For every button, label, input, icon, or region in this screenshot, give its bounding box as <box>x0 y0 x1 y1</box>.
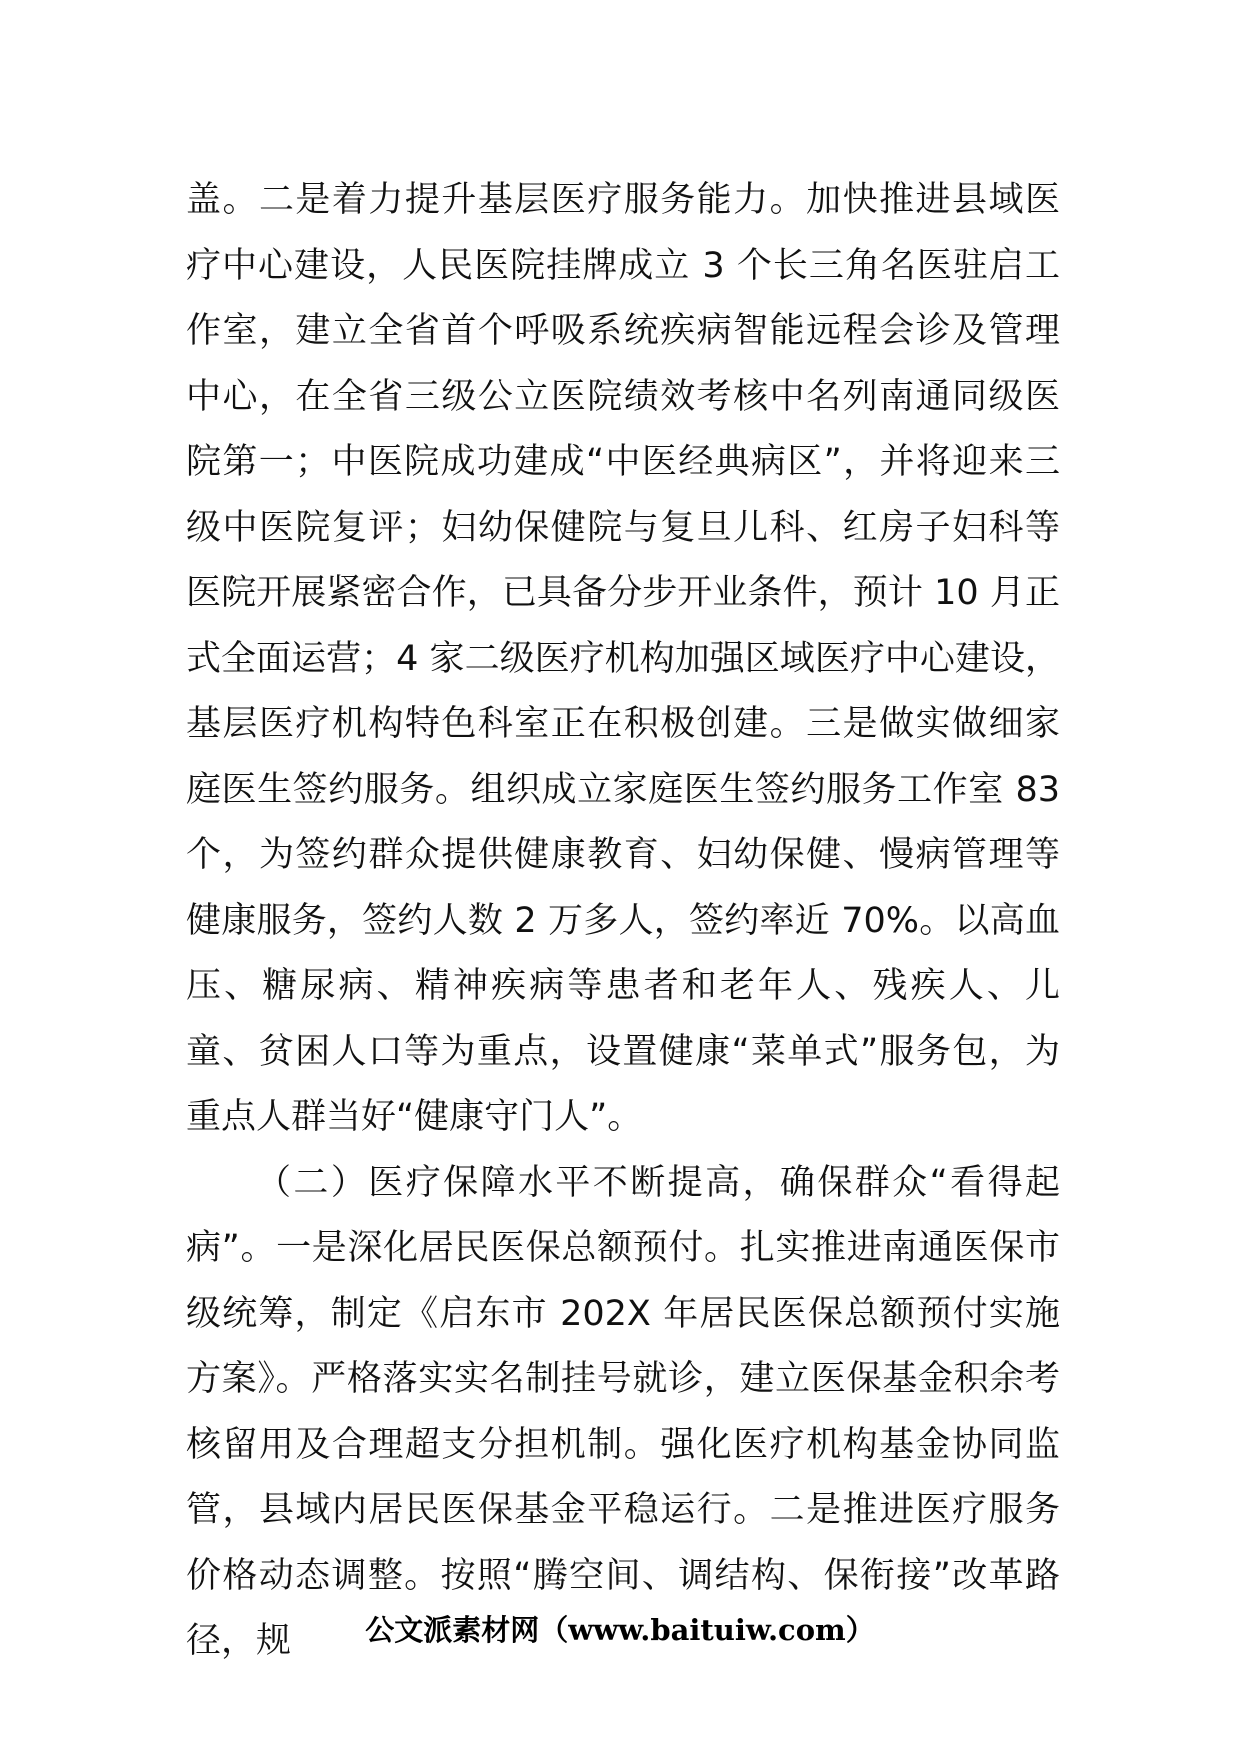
document-body <box>186 168 1060 1675</box>
paragraph-continued: 盖。二是着力提升基层医疗服务能力。加快推进县域医疗中心建设，人民医院挂牌成立 3 个长三角名医驻启工作室，建立全省首个呼吸系统疾病智能远程会诊及管理中心，在全省三级公立医院绩效考核中名列南通同级医院第一；中医院成功建成“中医经典病区”，并将迎来三级中医院复评；妇幼保健院与复旦儿科、红房子妇科等医院开展紧密合作，已具备分步开业条件，预计 10 月正式全面运营；4 家二级医疗机构加强区域医疗中心建设，基层医疗机构特色科室正在积极创建。三是做实做细家庭医生签约服务。组织成立家庭医生签约服务工作室 83 个，为签约群众提供健康教育、妇幼保健、慢病管理等健康服务，签约人数 2 万多人，签约率近 70%。以高血压、糖尿病、精神疾病等患者和老年人、残疾人、儿童、贫困人口等为重点，设置健康“菜单式”服务包，为重点人群当好“健康守门人”。 <box>186 180 1060 1137</box>
footer-watermark: 公文派素材网（www.baituiw.com） <box>365 1613 875 1647</box>
paragraph-medical-security: （二）医疗保障水平不断提高，确保群众“看得起病”。一是深化居民医保总额预付。扎实推进南通医保市级统筹，制定《启东市 202X 年居民医保总额预付实施方案》。严格落实实名制挂号就诊，建立医保基金积余考核留用及合理超支分担机制。强化医疗机构基金协同监管，县域内居民医保基金平稳运行。二是推进医疗服务价格动态调整。按照“腾空间、调结构、保衔接”改革路径，规 <box>186 1162 1060 1661</box>
